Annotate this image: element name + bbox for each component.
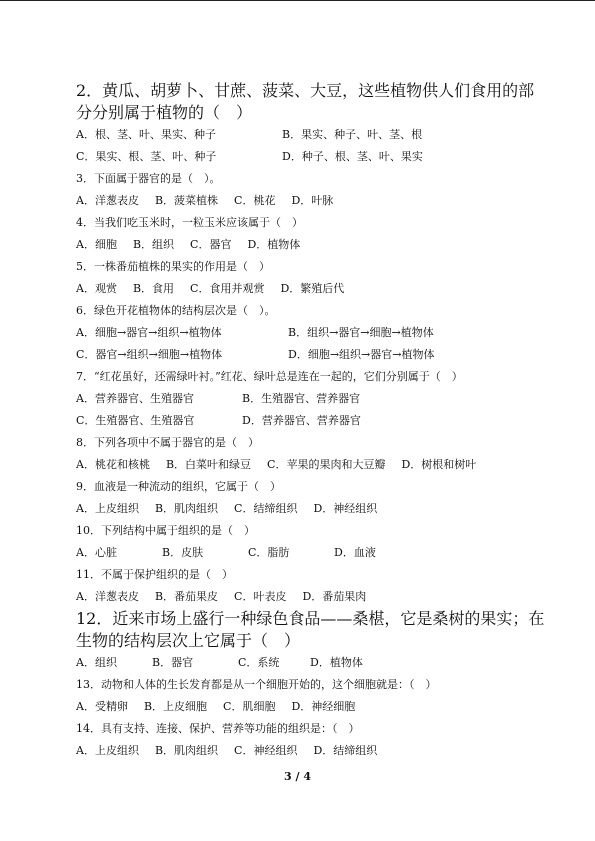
question-text: 10．下列结构中属于组织的是（ ）: [76, 524, 255, 537]
option-row: [56, 542, 546, 564]
question-9: [56, 476, 546, 520]
option-row: [56, 322, 546, 344]
question-text: 14．具有支持、连接、保护、营养等功能的组织是：（ ）: [76, 722, 360, 735]
question-list: [56, 80, 546, 762]
option-d[interactable]: D．血液: [334, 546, 376, 559]
option-row: [56, 278, 546, 300]
option-b[interactable]: B．白菜叶和绿豆: [165, 458, 252, 471]
option-d[interactable]: D．种子、根、茎、叶、果实: [282, 150, 423, 163]
option-b[interactable]: B．菠菜植株: [154, 194, 219, 207]
option-c[interactable]: C．桃花: [234, 194, 276, 207]
option-b[interactable]: B．肌肉组织: [154, 744, 219, 757]
option-a[interactable]: A．组织: [76, 656, 117, 669]
option-a[interactable]: A．观赏: [76, 282, 117, 295]
option-c[interactable]: C．神经组织: [234, 744, 298, 757]
option-c[interactable]: C．苹果的果肉和大豆瓣: [267, 458, 386, 471]
question-text: 8．下列各项中不属于器官的是（ ）: [76, 436, 259, 449]
option-c[interactable]: C．食用并观赏: [190, 282, 265, 295]
option-b[interactable]: B．番茄果皮: [154, 590, 219, 603]
option-c[interactable]: C．器官→组织→细胞→植物体: [76, 348, 223, 361]
option-row: [56, 124, 546, 146]
question-text: 3．下面属于器官的是（ ）。: [76, 172, 221, 185]
option-row: [56, 454, 546, 476]
option-d[interactable]: D．树根和树叶: [401, 458, 477, 471]
option-d[interactable]: D．叶脉: [291, 194, 334, 207]
option-b[interactable]: B．皮肤: [162, 546, 204, 559]
option-b[interactable]: B．果实、种子、叶、茎、根: [282, 128, 423, 141]
option-row: [56, 652, 546, 674]
question-11: [56, 564, 546, 608]
option-c[interactable]: C．器官: [190, 238, 232, 251]
question-13: [56, 674, 546, 718]
option-b[interactable]: B．组织: [132, 238, 175, 251]
question-6: [56, 300, 546, 366]
option-d[interactable]: D．番茄果肉: [302, 590, 367, 603]
option-a[interactable]: A．上皮组织: [76, 744, 139, 757]
option-row: [56, 696, 546, 718]
question-14: [56, 718, 546, 762]
option-b[interactable]: B．器官: [152, 656, 194, 669]
option-row: [56, 410, 546, 432]
option-c[interactable]: C．肌细胞: [223, 700, 276, 713]
question-text: 11．不属于保护组织的是（ ）: [76, 568, 233, 581]
option-a[interactable]: A．洋葱表皮: [76, 590, 139, 603]
option-a[interactable]: A．营养器官、生殖器官: [76, 392, 194, 405]
option-d[interactable]: D．结缔组织: [313, 744, 378, 757]
question-text: 2．黄瓜、胡萝卜、甘蔗、菠菜、大豆，这些植物供人们食用的部分分别属于植物的（ ）: [76, 81, 535, 122]
option-c[interactable]: C．结缔组织: [234, 502, 298, 515]
option-c[interactable]: C．脂肪: [248, 546, 290, 559]
option-a[interactable]: A．上皮组织: [76, 502, 139, 515]
option-a[interactable]: A．根、茎、叶、果实、种子: [76, 128, 216, 141]
question-text: 6．绿色开花植物体的结构层次是（ ）。: [76, 304, 276, 317]
option-d[interactable]: D．神经细胞: [291, 700, 356, 713]
option-c[interactable]: C．叶表皮: [234, 590, 287, 603]
option-c[interactable]: C．生殖器官、生殖器官: [76, 414, 195, 427]
question-text: 4．当我们吃玉米时，一粒玉米应该属于（ ）: [76, 216, 303, 229]
question-text: 12．近来市场上盛行一种绿色食品——桑椹，它是桑树的果实；在生物的结构层次上它属于（ ）: [76, 609, 545, 650]
option-b[interactable]: B．食用: [132, 282, 175, 295]
question-2: [56, 80, 546, 168]
question-7: [56, 366, 546, 432]
option-a[interactable]: A．桃花和核桃: [76, 458, 150, 471]
option-b[interactable]: B．上皮细胞: [143, 700, 208, 713]
option-c[interactable]: C．果实、根、茎、叶、种子: [76, 150, 217, 163]
question-10: [56, 520, 546, 564]
option-row: [56, 234, 546, 256]
option-d[interactable]: D．营养器官、营养器官: [242, 414, 361, 427]
question-text: 9．血液是一种流动的组织，它属于（ ）: [76, 480, 281, 493]
option-a[interactable]: A．细胞→器官→组织→植物体: [76, 326, 222, 339]
question-3: [56, 168, 546, 212]
option-row: [56, 388, 546, 410]
option-row: [56, 190, 546, 212]
question-5: [56, 256, 546, 300]
option-b[interactable]: B．组织→器官→细胞→植物体: [288, 326, 434, 339]
option-row: [56, 740, 546, 762]
option-d[interactable]: D．细胞→组织→器官→植物体: [288, 348, 435, 361]
option-row: [56, 344, 546, 366]
option-b[interactable]: B．生殖器官、营养器官: [242, 392, 361, 405]
option-d[interactable]: D．植物体: [310, 656, 363, 669]
question-4: [56, 212, 546, 256]
option-b[interactable]: B．肌肉组织: [154, 502, 219, 515]
question-text: 7．“红花虽好，还需绿叶衬。”红花、绿叶总是连在一起的，它们分别属于（ ）: [76, 370, 463, 383]
question-text: 5．一株番茄植株的果实的作用是（ ）: [76, 260, 270, 273]
option-row: [56, 498, 546, 520]
option-d[interactable]: D．神经组织: [313, 502, 378, 515]
option-a[interactable]: A．心脏: [76, 546, 117, 559]
option-d[interactable]: D．植物体: [247, 238, 301, 251]
question-text: 13．动物和人体的生长发育都是从一个细胞开始的，这个细胞就是：（ ）: [76, 678, 437, 691]
option-a[interactable]: A．洋葱表皮: [76, 194, 139, 207]
question-12: [56, 608, 546, 674]
page-top-border: [0, 0, 595, 1]
option-d[interactable]: D．繁殖后代: [280, 282, 345, 295]
option-a[interactable]: A．受精卵: [76, 700, 128, 713]
option-c[interactable]: C．系统: [238, 656, 280, 669]
option-a[interactable]: A．细胞: [76, 238, 117, 251]
page-number: 3 / 4: [284, 770, 311, 783]
option-row: [56, 146, 546, 168]
question-8: [56, 432, 546, 476]
option-row: [56, 586, 546, 608]
